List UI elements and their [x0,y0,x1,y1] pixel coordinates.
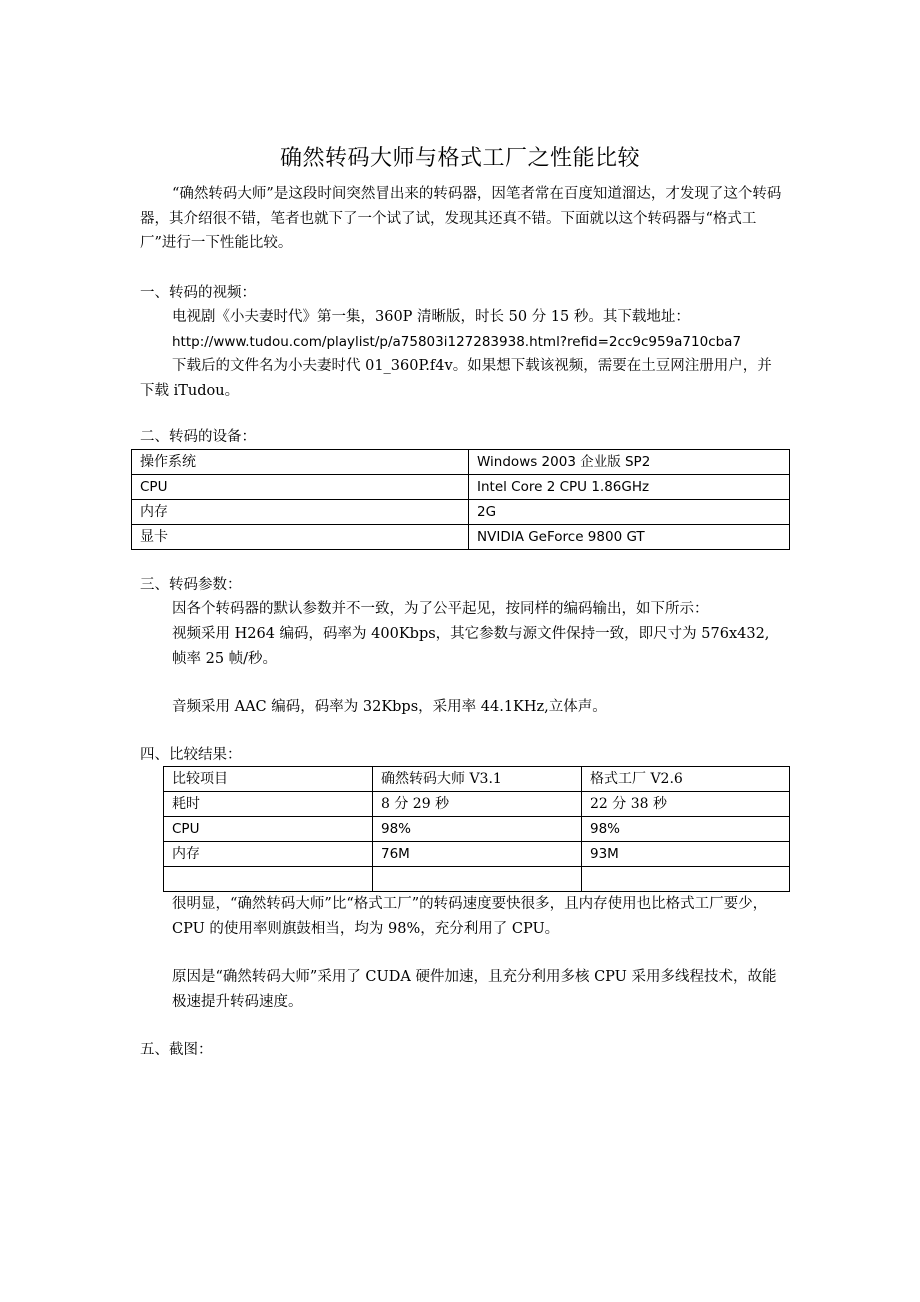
table-row [164,817,790,842]
table-cell: 76M [373,842,582,867]
table-cell: CPU [164,817,373,842]
download-url: http://www.tudou.com/playlist/p/a75803i127283938.html?refid=2cc9c959a710cba7 [172,334,742,350]
table-row [132,500,790,525]
video-description: 电视剧《小夫妻时代》第一集，360P 清晰版，时长 50 分 15 秒。其下载地址： [172,309,690,325]
video-encoding: 视频采用 H264 编码，码率为 400Kbps，其它参数与源文件保持一致，即尺寸为 576x432,帧率 25 帧/秒。 [172,626,770,667]
device-value-cell: Windows 2003 企业版 SP2 [469,450,790,475]
table-row [132,475,790,500]
table-header-row [164,767,790,792]
device-label-cell: 显卡 [132,525,469,550]
section-4-heading: 四、比较结果： [140,747,242,763]
comparison-table [163,766,790,892]
device-label-cell: 操作系统 [132,450,469,475]
device-value-cell: Intel Core 2 CPU 1.86GHz [469,475,790,500]
table-cell: 耗时 [164,792,373,817]
device-value-cell: 2G [469,500,790,525]
table-row [132,450,790,475]
table-cell: 93M [582,842,790,867]
table-cell: 22 分 38 秒 [582,792,790,817]
table-cell: 8 分 29 秒 [373,792,582,817]
conclusion-paragraph: 很明显，“确然转码大师”比“格式工厂”的转码速度要快很多，且内存使用也比格式工厂要少，CPU 的使用率则旗鼓相当，均为 98%，充分利用了 CPU。 [172,896,768,937]
table-cell: 98% [582,817,790,842]
table-row [132,525,790,550]
table-cell [373,867,582,892]
audio-encoding: 音频采用 AAC 编码，码率为 32Kbps，采用率 44.1KHz,立体声。 [172,699,607,715]
reason-paragraph: 原因是“确然转码大师”采用了 CUDA 硬件加速，且充分利用多核 CPU 采用多线程技术，故能极速提升转码速度。 [172,969,777,1010]
intro-paragraph: “确然转码大师”是这段时间突然冒出来的转码器，因笔者常在百度知道溜达，才发现了这个转码器，其介绍很不错，笔者也就下了一个试了试，发现其还真不错。下面就以这个转码器与“格式工厂”进行一下性能比较。 [140,186,782,251]
device-label-cell: CPU [132,475,469,500]
device-table [131,449,790,550]
device-value-cell: NVIDIA GeForce 9800 GT [469,525,790,550]
device-label-cell: 内存 [132,500,469,525]
section-1-heading: 一、转码的视频： [140,285,256,301]
section-2-heading: 二、转码的设备： [140,429,256,445]
table-row [164,867,790,892]
header-cell: 比较项目 [164,767,373,792]
header-cell: 格式工厂 V2.6 [582,767,790,792]
table-row [164,792,790,817]
section-3-heading: 三、转码参数： [140,577,242,593]
encoding-intro: 因各个转码器的默认参数并不一致，为了公平起见，按同样的编码输出，如下所示： [172,601,709,617]
table-cell [582,867,790,892]
download-note: 下载后的文件名为小夫妻时代 01_360P.f4v。如果想下载该视频，需要在土豆网注册用户，并下载 iTudou。 [140,358,772,399]
page-title: 确然转码大师与格式工厂之性能比较 [279,146,640,171]
section-5-heading: 五、截图： [140,1042,213,1058]
table-row [164,842,790,867]
table-cell: 98% [373,817,582,842]
table-cell: 内存 [164,842,373,867]
table-cell [164,867,373,892]
header-cell: 确然转码大师 V3.1 [373,767,582,792]
